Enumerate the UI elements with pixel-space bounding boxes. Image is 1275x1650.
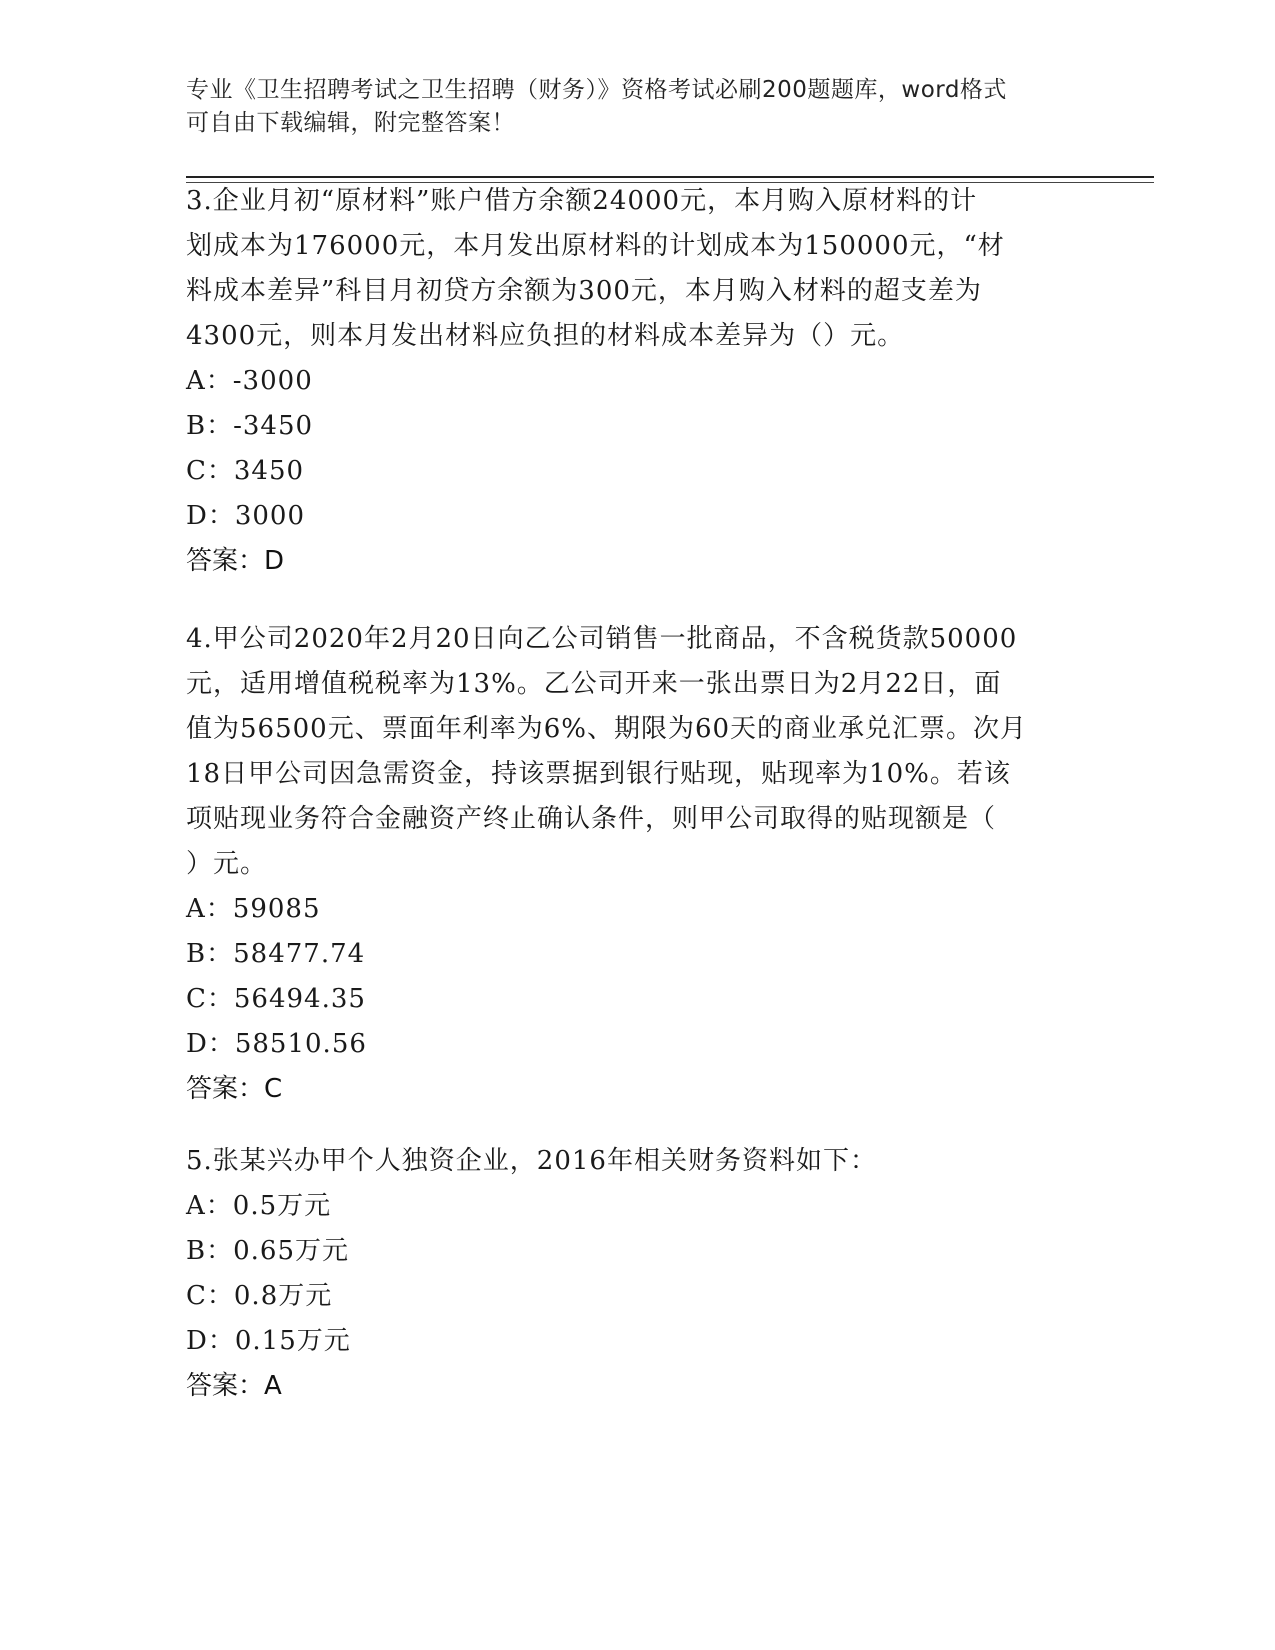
question-4-line: 项贴现业务符合金融资产终止确认条件，则甲公司取得的贴现额是（ <box>186 804 997 834</box>
option-c: C：3450 <box>186 456 305 486</box>
header-line-1: 专业《卫生招聘考试之卫生招聘（财务）》资格考试必刷200题题库，word格式 <box>186 77 1007 103</box>
option-a: A：-3000 <box>186 366 313 396</box>
question-4-line: 4.甲公司2020年2月20日向乙公司销售一批商品，不含税货款50000 <box>186 624 1018 654</box>
answer-label: 答案：D <box>186 546 285 576</box>
question-3-line: 料成本差异”科目月初贷方余额为300元，本月购入材料的超支差为 <box>186 276 982 306</box>
question-4 <box>186 617 1086 1112</box>
option-a: A：59085 <box>186 894 321 924</box>
answer-label: 答案：A <box>186 1371 282 1401</box>
question-5-line: 5.张某兴办甲个人独资企业，2016年相关财务资料如下： <box>186 1146 877 1176</box>
question-4-line: ）元。 <box>186 849 268 879</box>
header-line-2: 可自由下载编辑，附完整答案！ <box>186 110 515 136</box>
option-d: D：0.15万元 <box>186 1326 351 1356</box>
option-c: C：56494.35 <box>186 984 366 1014</box>
question-3-line: 4300元，则本月发出材料应负担的材料成本差异为（）元。 <box>186 321 905 351</box>
question-4-line: 18日甲公司因急需资金，持该票据到银行贴现，贴现率为10%。若该 <box>186 759 1011 789</box>
question-5 <box>186 1139 1086 1409</box>
option-d: D：3000 <box>186 501 306 531</box>
answer-label: 答案：C <box>186 1074 283 1104</box>
document-header <box>186 74 1066 140</box>
header-divider-thick <box>186 176 1154 178</box>
option-b: B：0.65万元 <box>186 1236 349 1266</box>
question-3-line: 3.企业月初“原材料”账户借方余额24000元，本月购入原材料的计 <box>186 186 978 216</box>
option-b: B：58477.74 <box>186 939 366 969</box>
question-4-line: 元，适用增值税税率为13%。乙公司开来一张出票日为2月22日，面 <box>186 669 1002 699</box>
option-b: B：-3450 <box>186 411 314 441</box>
question-4-line: 值为56500元、票面年利率为6%、期限为60天的商业承兑汇票。次月 <box>186 714 1028 744</box>
option-a: A：0.5万元 <box>186 1191 332 1221</box>
question-3 <box>186 179 1086 584</box>
option-d: D：58510.56 <box>186 1029 367 1059</box>
question-3-line: 划成本为176000元，本月发出原材料的计划成本为150000元，“材 <box>186 231 1005 261</box>
option-c: C：0.8万元 <box>186 1281 333 1311</box>
